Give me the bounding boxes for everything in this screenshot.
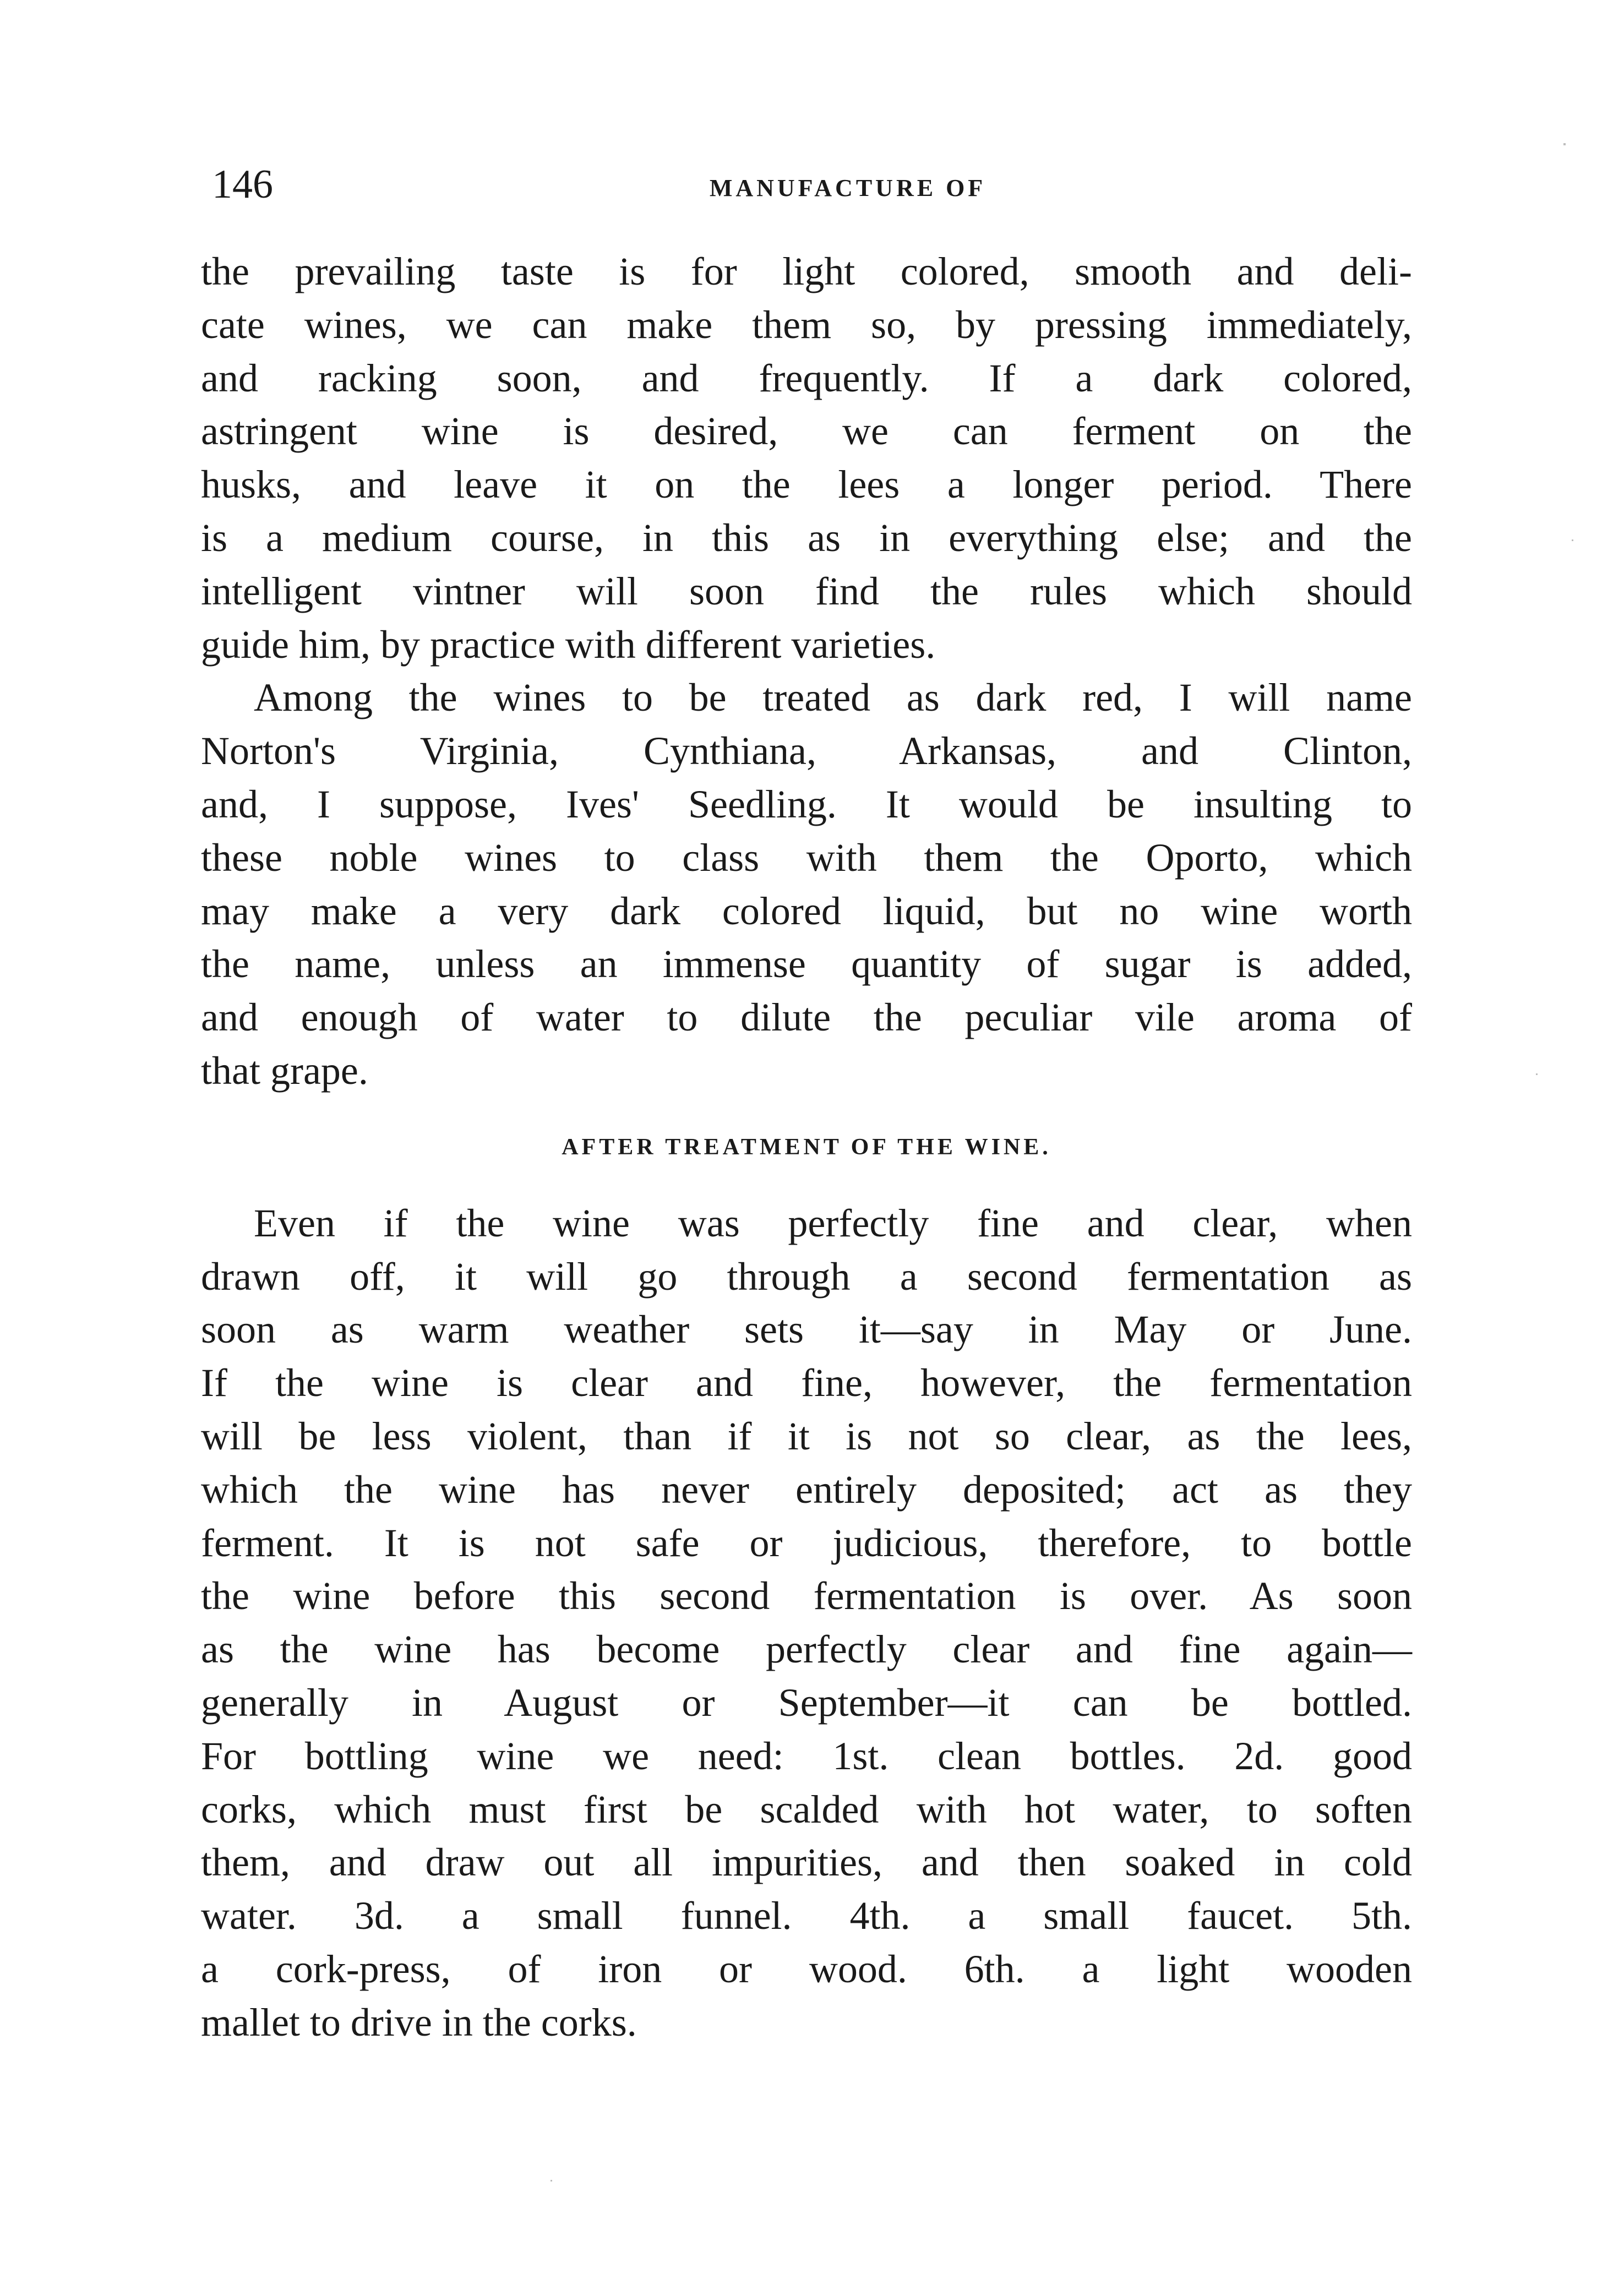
- paragraph-1: [201, 245, 1412, 671]
- text-line: husks, and leave it on the lees a longer period. There: [201, 462, 1412, 507]
- text-line: mallet to drive in the corks.: [201, 2000, 637, 2044]
- text-line: these noble wines to class with them the Oporto, which: [201, 835, 1412, 880]
- text-line: will be less violent, than if it is not so clear, as the lees,: [201, 1414, 1412, 1458]
- scan-speck: [1563, 143, 1566, 145]
- text-line: a cork-press, of iron or wood. 6th. a light wooden: [201, 1946, 1412, 1991]
- text-line: and racking soon, and frequently. If a dark colored,: [201, 356, 1412, 400]
- text-line: soon as warm weather sets it—say in May or June.: [201, 1307, 1412, 1352]
- section-heading: AFTER TREATMENT OF THE WINE.: [562, 1134, 1051, 1160]
- text-line: that grape.: [201, 1048, 368, 1093]
- text-line: is a medium course, in this as in everything else; and the: [201, 515, 1412, 560]
- text-line: Among the wines to be treated as dark red, I will name: [254, 675, 1412, 720]
- running-title: MANUFACTURE OF: [709, 174, 987, 201]
- text-line: If the wine is clear and fine, however, the fermentation: [201, 1361, 1412, 1405]
- text-line: as the wine has become perfectly clear and fine again—: [201, 1627, 1412, 1672]
- text-line: corks, which must first be scalded with hot water, to soften: [201, 1787, 1412, 1831]
- text-line: cate wines, we can make them so, by pressing immediately,: [201, 302, 1412, 347]
- scan-speck: [1536, 1073, 1538, 1075]
- text-line: which the wine has never entirely deposited; act as they: [201, 1467, 1412, 1512]
- text-line: Even if the wine was perfectly fine and clear, when: [254, 1201, 1412, 1245]
- text-line: water. 3d. a small funnel. 4th. a small faucet. 5th.: [201, 1894, 1412, 1938]
- text-line: guide him, by practice with different varieties.: [201, 622, 936, 667]
- text-line: drawn off, it will go through a second fermentation as: [201, 1254, 1412, 1299]
- text-line: ferment. It is not safe or judicious, therefore, to bottle: [201, 1520, 1412, 1565]
- body-text: [201, 245, 1412, 2049]
- page-number: 146: [212, 162, 273, 207]
- text-line: and enough of water to dilute the peculiar vile aroma of: [201, 995, 1412, 1040]
- text-line: intelligent vintner will soon find the rules which should: [201, 569, 1412, 613]
- text-line: the name, unless an immense quantity of sugar is added,: [201, 942, 1412, 986]
- paragraph-3: [201, 1197, 1412, 2049]
- scan-speck: [551, 2180, 552, 2182]
- text-line: the wine before this second fermentation is over. As soon: [201, 1574, 1412, 1618]
- text-line: them, and draw out all impurities, and then soaked in cold: [201, 1840, 1412, 1885]
- running-head: [201, 160, 1412, 209]
- text-line: For bottling wine we need: 1st. clean bottles. 2d. good: [201, 1733, 1412, 1778]
- paragraph-2: [201, 671, 1412, 1097]
- text-line: the prevailing taste is for light colored, smooth and deli-: [201, 249, 1412, 293]
- text-line: may make a very dark colored liquid, but no wine worth: [201, 888, 1412, 933]
- text-line: and, I suppose, Ives' Seedling. It would be insulting to: [201, 782, 1412, 826]
- scan-speck: [1572, 539, 1573, 541]
- text-line: generally in August or September—it can be bottled.: [201, 1680, 1412, 1725]
- text-line: astringent wine is desired, we can ferment on the: [201, 409, 1412, 454]
- text-line: Norton's Virginia, Cynthiana, Arkansas, and Clinton,: [201, 729, 1412, 773]
